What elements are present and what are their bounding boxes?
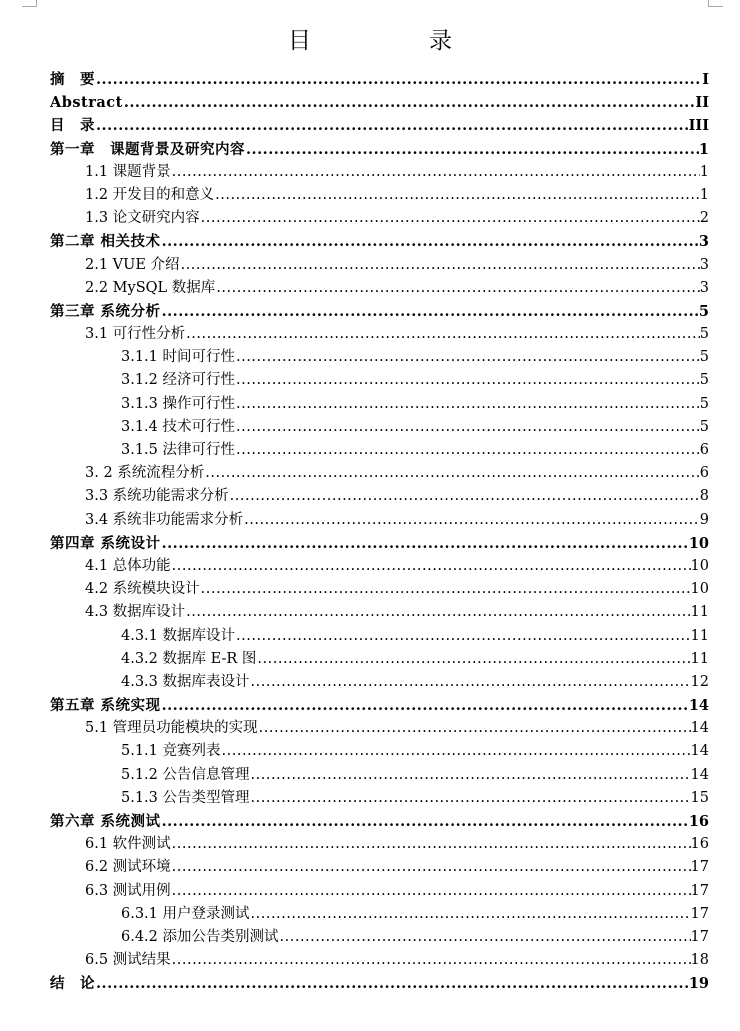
page-corner-mark-right (708, 0, 723, 7)
toc-entry-label: 结 论 (50, 975, 95, 993)
toc-entry-page-number: 5 (698, 302, 709, 320)
toc-entry-label: 目 录 (50, 117, 95, 135)
toc-entry-page-number: 9 (699, 511, 709, 528)
toc-dot-leader (161, 694, 689, 717)
toc-dot-leader (161, 810, 689, 833)
toc-entry-label: 5.1.2 公告信息管理 (121, 766, 250, 783)
toc-entry[interactable] (50, 810, 709, 833)
toc-dot-leader (200, 578, 691, 601)
toc-entry-page-number: 2 (699, 210, 709, 227)
toc-entry-page-number: 19 (688, 975, 709, 993)
toc-entry[interactable] (50, 300, 709, 323)
toc-entry-page-number: 16 (690, 836, 709, 853)
toc-dot-leader (221, 740, 691, 763)
toc-dot-leader (258, 717, 691, 740)
toc-entry-label: 3.1.3 操作可行性 (121, 395, 236, 412)
toc-entry[interactable] (50, 833, 709, 856)
toc-dot-leader (235, 393, 700, 416)
toc-entry[interactable] (50, 346, 709, 369)
toc-entry-label: 6.1 软件测试 (85, 836, 171, 853)
toc-entry-page-number: I (702, 71, 709, 88)
toc-entry-page-number: 6 (699, 465, 709, 482)
toc-entry-label: 6.5 测试结果 (85, 952, 171, 969)
toc-dot-leader (250, 764, 691, 787)
toc-dot-leader (161, 532, 689, 555)
toc-entry[interactable] (50, 625, 709, 648)
toc-dot-leader (214, 184, 700, 207)
toc-entry-label: 3.4 系统非功能需求分析 (85, 511, 244, 528)
toc-title: 目 录 (288, 28, 476, 54)
toc-entry[interactable] (50, 694, 709, 717)
toc-entry-label: 摘 要 (50, 71, 95, 88)
toc-entry[interactable] (50, 787, 709, 810)
toc-dot-leader (235, 439, 700, 462)
toc-entry[interactable] (50, 416, 709, 439)
toc-dot-leader (235, 346, 700, 369)
toc-entry-page-number: 17 (690, 905, 709, 922)
toc-entry-page-number: 17 (690, 859, 709, 876)
toc-dot-leader (235, 369, 700, 392)
toc-dot-leader (229, 485, 700, 508)
toc-entry-page-number: 3 (698, 233, 709, 251)
toc-entry[interactable] (50, 856, 709, 879)
toc-entry[interactable] (50, 254, 709, 277)
toc-entry[interactable] (50, 648, 709, 671)
toc-entry-label: 4.3.3 数据库表设计 (121, 673, 250, 690)
toc-entry[interactable] (50, 369, 709, 392)
toc-dot-leader (123, 91, 696, 114)
toc-entry-label: 4.3 数据库设计 (85, 604, 186, 621)
toc-entry-label: 3. 2 系统流程分析 (85, 465, 205, 482)
toc-entry[interactable] (50, 207, 709, 230)
toc-entry-label: 6.2 测试环境 (85, 859, 171, 876)
toc-entry-label: 5.1 管理员功能模块的实现 (85, 720, 258, 737)
toc-dot-leader (235, 416, 700, 439)
toc-dot-leader (235, 625, 691, 648)
toc-entry-label: 4.3.2 数据库 E-R 图 (121, 650, 257, 667)
toc-entry[interactable] (50, 671, 709, 694)
toc-dot-leader (171, 880, 691, 903)
toc-entry-label: 6.4.2 添加公告类别测试 (121, 928, 279, 945)
toc-entry[interactable] (50, 717, 709, 740)
toc-entry-page-number: 14 (690, 720, 709, 737)
toc-entry[interactable] (50, 161, 709, 184)
toc-entry[interactable] (50, 393, 709, 416)
toc-entry-page-number: 14 (690, 766, 709, 783)
page-corner-mark-left (22, 0, 37, 7)
toc-entry[interactable] (50, 740, 709, 763)
toc-entry-page-number: 17 (690, 928, 709, 945)
toc-entry-label: 1.1 课题背景 (85, 163, 171, 180)
toc-entry[interactable] (50, 972, 709, 995)
toc-entry-page-number: 10 (690, 581, 709, 598)
toc-entry-page-number: 5 (699, 326, 709, 343)
toc-dot-leader (215, 277, 699, 300)
toc-entry-label: 1.2 开发目的和意义 (85, 186, 215, 203)
toc-dot-leader (279, 926, 691, 949)
toc-dot-leader (171, 555, 691, 578)
toc-entry[interactable] (50, 578, 709, 601)
toc-entry[interactable] (50, 509, 709, 532)
toc-entry-page-number: 1 (698, 140, 709, 158)
toc-entry-page-number: 11 (690, 650, 709, 667)
toc-entry-page-number: 15 (690, 789, 709, 806)
toc-entry[interactable] (50, 555, 709, 578)
toc-entry[interactable] (50, 439, 709, 462)
toc-entry-label: 第一章 课题背景及研究内容 (50, 140, 245, 158)
toc-entry[interactable] (50, 184, 709, 207)
toc-entry[interactable] (50, 903, 709, 926)
toc-entry-label: 3.1.4 技术可行性 (121, 418, 236, 435)
toc-dot-leader (250, 787, 691, 810)
toc-entry[interactable] (50, 532, 709, 555)
toc-entry-page-number: 16 (688, 813, 709, 830)
toc-entry-page-number: 10 (690, 557, 709, 574)
toc-entry-label: 2.1 VUE 介绍 (85, 256, 180, 273)
toc-dot-leader (171, 161, 700, 184)
toc-entry-page-number: 17 (690, 882, 709, 899)
toc-dot-leader (185, 601, 690, 624)
toc-entry-label: 第六章 系统测试 (50, 813, 161, 830)
toc-entry-label: 2.2 MySQL 数据库 (85, 279, 216, 296)
toc-entry-label: 6.3 测试用例 (85, 882, 171, 899)
toc-entry[interactable] (50, 277, 709, 300)
toc-dot-leader (256, 648, 690, 671)
toc-entry[interactable] (50, 764, 709, 787)
toc-entry-label: 3.1.2 经济可行性 (121, 372, 236, 389)
toc-entry-page-number: II (695, 94, 709, 112)
toc-entry[interactable] (50, 880, 709, 903)
toc-entry-page-number: 5 (699, 395, 709, 412)
toc-entry-label: 3.3 系统功能需求分析 (85, 488, 229, 505)
toc-entry-page-number: 1 (699, 163, 709, 180)
toc-dot-leader (250, 903, 691, 926)
toc-entry[interactable] (50, 323, 709, 346)
toc-entry[interactable] (50, 138, 709, 161)
toc-entry-page-number: 3 (699, 279, 709, 296)
toc-dot-leader (171, 949, 691, 972)
toc-entry[interactable] (50, 949, 709, 972)
toc-entry-label: 5.1.1 竞赛列表 (121, 743, 221, 760)
toc-entry-label: 4.1 总体功能 (85, 557, 171, 574)
toc-entry-page-number: 11 (690, 604, 709, 621)
toc-entry-label: 第四章 系统设计 (50, 534, 161, 552)
toc-entry[interactable] (50, 230, 709, 253)
toc-dot-leader (171, 833, 691, 856)
toc-dot-leader (204, 462, 699, 485)
toc-entry-page-number: 14 (688, 697, 709, 715)
toc-entry-page-number: 18 (690, 952, 709, 969)
toc-entry-label: 4.3.1 数据库设计 (121, 627, 236, 644)
toc-entry-page-number: 5 (699, 418, 709, 435)
toc-dot-leader (171, 856, 691, 879)
toc-entry-page-number: 6 (699, 442, 709, 458)
toc-entry-page-number: 8 (699, 488, 709, 505)
toc-entry-page-number: 12 (690, 673, 709, 690)
toc-dot-leader (95, 972, 689, 995)
toc-entry-label: Abstract (50, 94, 123, 112)
toc-entry-page-number: 5 (699, 372, 709, 389)
toc-entry-page-number: 5 (699, 349, 709, 366)
toc-entry-label: 5.1.3 公告类型管理 (121, 789, 250, 806)
toc-entry-label: 3.1 可行性分析 (85, 326, 186, 343)
toc-entry-label: 第二章 相关技术 (50, 233, 161, 251)
toc-dot-leader (161, 300, 699, 323)
toc-entry-label: 3.1.1 时间可行性 (121, 349, 236, 366)
toc-entry-page-number: 11 (690, 627, 709, 644)
toc-entry[interactable] (50, 68, 709, 91)
toc-dot-leader (180, 254, 700, 277)
toc-entry-label: 3.1.5 法律可行性 (121, 442, 236, 458)
toc-entry-page-number: III (688, 117, 709, 135)
toc-entry-label: 4.2 系统模块设计 (85, 581, 200, 598)
toc-entry-label: 6.3.1 用户登录测试 (121, 905, 250, 922)
toc-entry-label: 1.3 论文研究内容 (85, 210, 200, 227)
toc-dot-leader (250, 671, 691, 694)
toc-entry[interactable] (50, 485, 709, 508)
toc-entry-label: 第五章 系统实现 (50, 697, 161, 715)
toc-entry-label: 第三章 系统分析 (50, 302, 161, 320)
toc-entry[interactable] (50, 91, 709, 114)
toc-dot-leader (95, 114, 689, 137)
toc-dot-leader (200, 207, 700, 230)
toc-entry[interactable] (50, 601, 709, 624)
toc-dot-leader (245, 138, 699, 161)
toc-dot-leader (185, 323, 700, 346)
toc-entry-page-number: 3 (699, 256, 709, 273)
toc-dot-leader (95, 68, 702, 91)
table-of-contents (50, 68, 709, 996)
toc-entry-page-number: 1 (699, 186, 709, 203)
toc-entry[interactable] (50, 114, 709, 137)
toc-dot-leader (161, 230, 699, 253)
toc-entry[interactable] (50, 926, 709, 949)
toc-entry-page-number: 10 (688, 534, 709, 552)
toc-entry-page-number: 14 (690, 743, 709, 760)
toc-dot-leader (243, 509, 700, 532)
toc-entry[interactable] (50, 462, 709, 485)
